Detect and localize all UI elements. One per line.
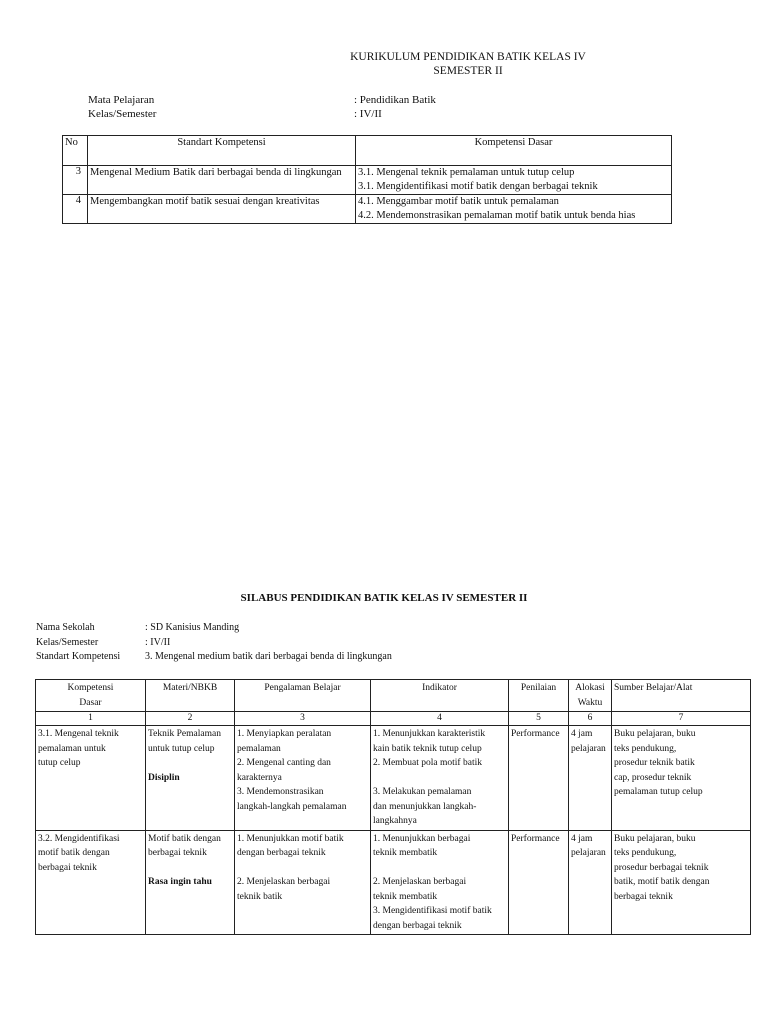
row-kompetensi-dasar — [356, 166, 672, 195]
table-row — [63, 166, 672, 195]
column-number-row — [36, 712, 751, 726]
cell-kompetensi-dasar — [36, 726, 146, 831]
cell-line: kain batik teknik tutup celup — [373, 743, 482, 754]
header-alokasi — [569, 680, 612, 712]
row-standart-kompetensi: Mengembangkan motif batik sesuai dengan kreativitas — [88, 195, 356, 224]
doc-title-line1: KURIKULUM PENDIDIKAN BATIK KELAS IV — [350, 51, 586, 63]
cell-line: Teknik Pemalaman — [148, 729, 221, 739]
col-number: 2 — [146, 712, 235, 726]
silabus-meta — [36, 621, 120, 665]
header-penilaian: Penilaian — [509, 680, 569, 712]
cell-line: pemalaman tutup celup — [614, 787, 703, 797]
header-kompetensi-dasar: Kompetensi Dasar — [356, 136, 672, 166]
cell-line: Buku pelajaran, buku — [614, 729, 696, 739]
cell-line: 1. Menyiapkan peralatan — [237, 729, 332, 739]
cell-line: karakternya — [237, 772, 282, 783]
row-standart-kompetensi: Mengenal Medium Batik dari berbagai benda di lingkungan — [88, 166, 356, 195]
cell-alokasi — [569, 726, 612, 831]
cell-line: 3. Mengidentifikasi motif batik — [373, 906, 492, 916]
row-no: 3 — [63, 166, 88, 195]
cell-penilaian: Performance — [509, 830, 569, 935]
meta-label-kelas-semester: Kelas/Semester — [88, 108, 157, 120]
kompetensi-table — [62, 135, 672, 224]
cell-line: langkah-langkah pemalaman — [237, 801, 347, 812]
cell-line: 3. Mendemonstrasikan — [237, 787, 324, 797]
header-text: Dasar — [79, 697, 102, 708]
header-indikator: Indikator — [371, 680, 509, 712]
cell-line: berbagai teknik — [148, 848, 207, 858]
cell-line: 1. Menunjukkan motif batik — [237, 833, 344, 844]
cell-line: teknik membatik — [373, 848, 438, 858]
meta-value-kelas-semester: : IV/II — [354, 108, 382, 120]
col-number: 3 — [235, 712, 371, 726]
cell-line: pemalaman untuk — [38, 743, 106, 754]
header-sumber: Sumber Belajar/Alat — [612, 680, 751, 712]
doc-title-line2: SEMESTER II — [433, 65, 503, 77]
cell-line: berbagai teknik — [614, 891, 673, 902]
cell-line: Buku pelajaran, buku — [614, 833, 696, 844]
cell-line: dan menunjukkan langkah- — [373, 801, 477, 812]
kd-item: 4.1. Menggambar motif batik untuk pemalaman — [358, 196, 559, 207]
cell-line: 3.1. Mengenal teknik — [38, 729, 119, 739]
cell-line: prosedur berbagai teknik — [614, 862, 709, 873]
doc-title — [318, 50, 618, 78]
cell-line: batik, motif batik dengan — [614, 877, 710, 887]
character-value: Rasa ingin tahu — [148, 877, 212, 887]
character-value: Disiplin — [148, 772, 180, 783]
col-number: 4 — [371, 712, 509, 726]
cell-sumber — [612, 830, 751, 935]
cell-line: teks pendukung, — [614, 743, 677, 754]
meta-label-mata-pelajaran: Mata Pelajaran — [88, 94, 155, 106]
cell-indikator — [371, 830, 509, 935]
table-row — [36, 726, 751, 831]
cell-line: teknik batik — [237, 891, 283, 902]
header-text: Waktu — [577, 697, 603, 708]
cell-line: Motif batik dengan — [148, 833, 221, 844]
col-number: 6 — [569, 712, 612, 726]
cell-line: pelajaran — [571, 848, 606, 858]
header-text: Alokasi — [575, 683, 605, 693]
meta-value-mata-pelajaran: : Pendidikan Batik — [354, 94, 436, 106]
cell-line: 4 jam — [571, 729, 593, 739]
header-pengalaman: Pengalaman Belajar — [235, 680, 371, 712]
cell-materi — [146, 830, 235, 935]
cell-line: untuk tutup celup — [148, 743, 215, 754]
cell-line: 2. Mengenal canting dan — [237, 758, 331, 768]
cell-line: dengan berbagai teknik — [237, 848, 326, 858]
header-no: No — [63, 136, 88, 166]
meta-value-nama-sekolah: : SD Kanisius Manding — [145, 622, 240, 633]
meta-label-standart-kompetensi: Standart Kompetensi — [36, 651, 121, 662]
kd-item: 3.1. Mengenal teknik pemalaman untuk tutup celup — [358, 167, 575, 178]
cell-line: teknik membatik — [373, 891, 438, 902]
header-materi: Materi/NBKB — [146, 680, 235, 712]
table-row — [36, 830, 751, 935]
cell-line: pelajaran — [571, 743, 606, 754]
cell-line: teks pendukung, — [614, 848, 677, 858]
cell-line: cap, prosedur teknik — [614, 772, 692, 783]
cell-pengalaman — [235, 726, 371, 831]
header-kompetensi-dasar — [36, 680, 146, 712]
cell-line: 2. Membuat pola motif batik — [373, 758, 482, 768]
cell-materi — [146, 726, 235, 831]
col-number: 5 — [509, 712, 569, 726]
meta-value-kelas-semester: : IV/II — [145, 636, 171, 648]
cell-line: motif batik dengan — [38, 848, 110, 858]
cell-indikator — [371, 726, 509, 831]
header-standart-kompetensi: Standart Kompetensi — [88, 136, 356, 166]
cell-line: 2. Menjelaskan berbagai — [237, 877, 331, 887]
cell-kompetensi-dasar — [36, 830, 146, 935]
cell-line: prosedur teknik batik — [614, 758, 695, 768]
cell-line: 1. Menunjukkan berbagai — [373, 833, 471, 844]
cell-line: pemalaman — [237, 743, 281, 754]
table-row — [63, 195, 672, 224]
table-header-row — [63, 136, 672, 166]
cell-line: 3. Melakukan pemalaman — [373, 787, 472, 797]
cell-alokasi — [569, 830, 612, 935]
cell-line: tutup celup — [38, 758, 81, 768]
cell-penilaian: Performance — [509, 726, 569, 831]
header-text: Kompetensi — [67, 683, 114, 693]
row-no: 4 — [63, 195, 88, 224]
col-number: 7 — [612, 712, 751, 726]
silabus-title: SILABUS PENDIDIKAN BATIK KELAS IV SEMESTER II — [240, 592, 528, 604]
cell-line: 4 jam — [571, 833, 593, 844]
kd-item: 4.2. Mendemonstrasikan pemalaman motif batik untuk benda hias — [358, 210, 636, 221]
meta-label-nama-sekolah: Nama Sekolah — [36, 622, 95, 633]
cell-line: langkahnya — [373, 816, 417, 826]
row-kompetensi-dasar — [356, 195, 672, 224]
meta-value-standart-kompetensi: 3. Mengenal medium batik dari berbagai benda di lingkungan — [145, 651, 392, 662]
silabus-table — [35, 679, 751, 935]
kd-item: 3.1. Mengidentifikasi motif batik dengan berbagai teknik — [358, 181, 598, 192]
meta-label-kelas-semester: Kelas/Semester — [36, 636, 99, 648]
col-number: 1 — [36, 712, 146, 726]
table-header-row — [36, 680, 751, 712]
cell-line: berbagai teknik — [38, 862, 97, 873]
cell-line: 1. Menunjukkan karakteristik — [373, 729, 486, 739]
silabus-meta-values — [145, 621, 392, 665]
cell-sumber — [612, 726, 751, 831]
cell-pengalaman — [235, 830, 371, 935]
cell-line: 3.2. Mengidentifikasi — [38, 833, 120, 844]
cell-line: dengan berbagai teknik — [373, 920, 462, 931]
cell-line: 2. Menjelaskan berbagai — [373, 877, 467, 887]
